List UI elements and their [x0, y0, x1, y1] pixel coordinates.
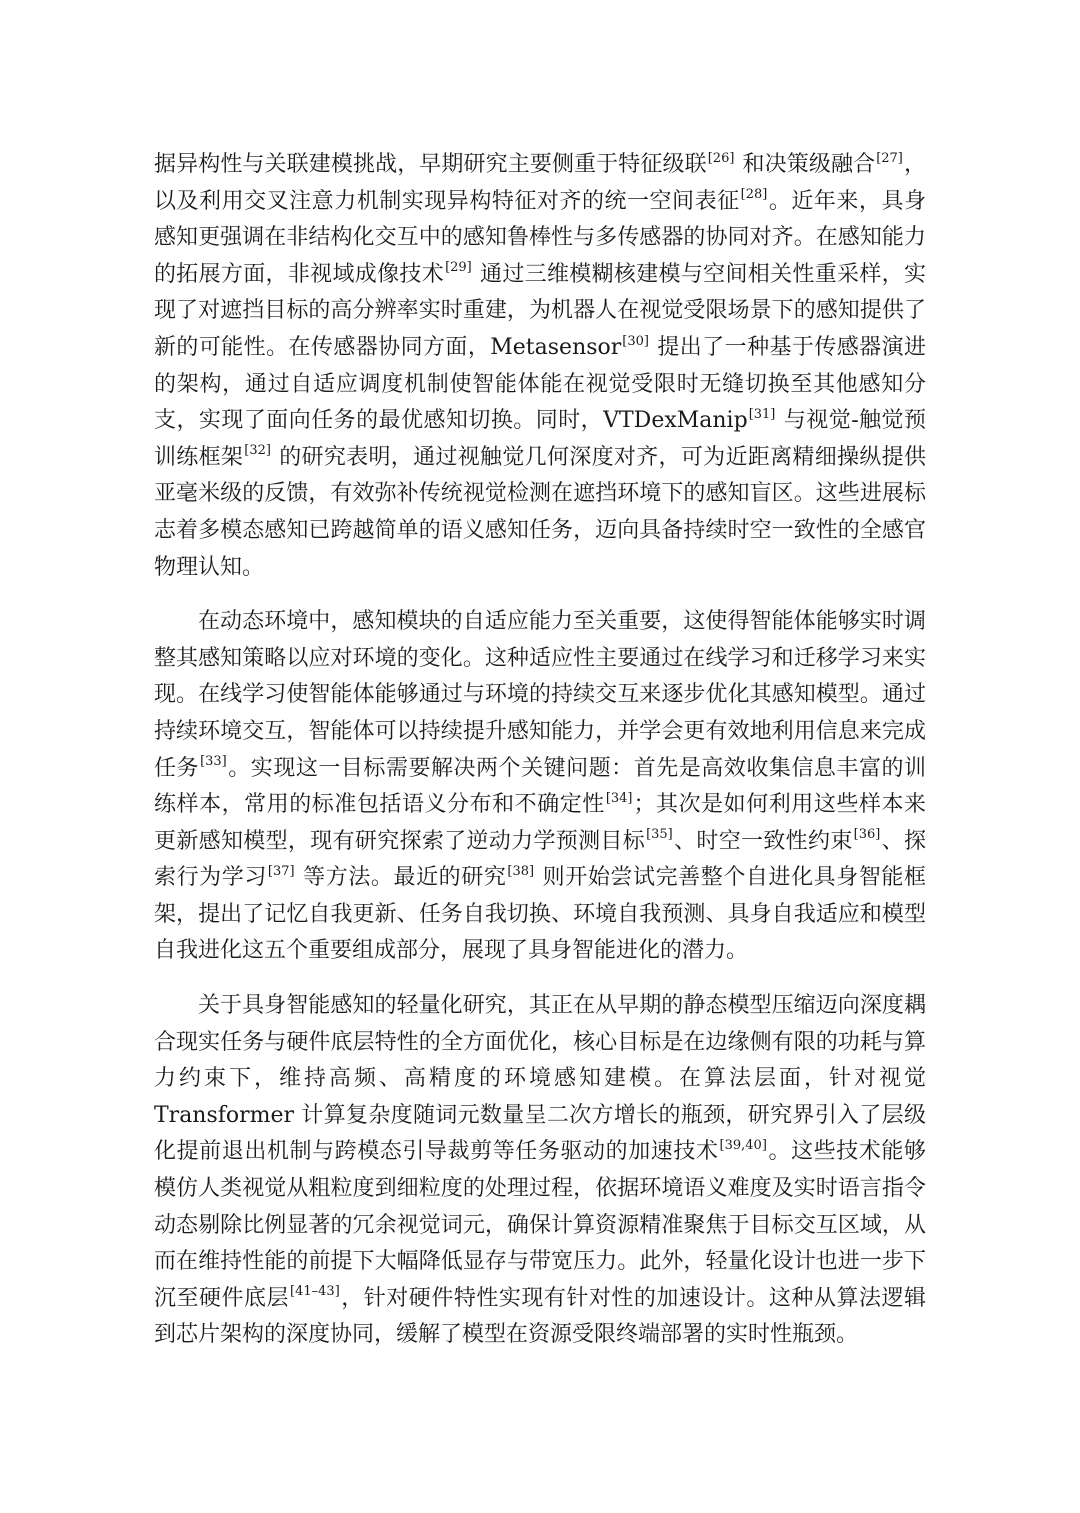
text-segment: 的研究表明，通过视触觉几何深度对齐，可为近距离精细操纵提供亚毫米级的反馈，有效弥补传统视觉检测在遮挡环境下的感知盲区。这些进展标志着多模态感知已跨越简单的语义感知任务，迈向具备持续时空一致性的全感官物理认知。 — [154, 444, 926, 580]
citation-reference[interactable]: [32] — [244, 443, 271, 459]
text-segment: 提出了一种基于传感器演进的架构，通过自适应调度机制使智能体能在视觉受限时无缝切换至其他感知分支，实现了面向任务的最优感知切换。同时，VTDexManip — [154, 334, 926, 434]
text-segment: 在动态环境中，感知模块的自适应能力至关重要，这使得智能体能够实时调整其感知策略以应对环境的变化。这种适应性主要通过在线学习和迁移学习来实现。在线学习使智能体能够通过与环境的持续交互来逐步优化其感知模型。通过持续环境交互，智能体可以持续提升感知能力，并学会更有效地利用信息来完成任务 — [154, 609, 926, 781]
citation-reference[interactable]: [37] — [267, 863, 295, 879]
text-segment: 与视觉-触觉预训练框架 — [154, 408, 926, 470]
paragraph-2 — [154, 604, 926, 970]
citation-reference[interactable]: [36] — [853, 827, 881, 843]
text-segment: 。实现这一目标需要解决两个关键问题：首先是高效收集信息丰富的训练样本，常用的标准包括语义分布和不确定性 — [154, 755, 926, 818]
citation-reference[interactable]: [35] — [646, 827, 673, 843]
text-segment: 据异构性与关联建模挑战，早期研究主要侧重于特征级联 — [154, 152, 707, 177]
citation-reference[interactable]: [34] — [605, 790, 633, 806]
text-segment: 、探索行为学习 — [154, 828, 926, 891]
citation-reference[interactable]: [26] — [707, 150, 735, 166]
text-segment: ；其次是如何利用这些样本来更新感知模型，现有研究探索了逆动力学预测目标 — [154, 792, 926, 854]
text-segment: ，以及利用交叉注意力机制实现异构特征对齐的统一空间表征 — [154, 152, 926, 214]
text-segment: 。这些技术能够模仿人类视觉从粗粒度到细粒度的处理过程，依据环境语义难度及实时语言指令动态剔除比例显著的冗余视觉词元，确保计算资源精准聚焦于目标交互区域，从而在维持性能的前提下大幅降低显存与带宽压力。此外，轻量化设计也进一步下沉至硬件底层 — [154, 1139, 926, 1311]
text-segment: 则开始尝试完善整个自进化具身智能框架，提出了记忆自我更新、任务自我切换、环境自我预测、具身自我适应和模型自我进化这五个重要组成部分，展现了具身智能进化的潜力。 — [154, 865, 926, 964]
citation-reference[interactable]: [27] — [876, 150, 903, 166]
text-segment: 等方法。最近的研究 — [295, 865, 507, 891]
text-segment: 和决策级融合 — [735, 152, 876, 177]
citation-reference[interactable]: [39,40] — [719, 1138, 767, 1154]
text-segment: 、时空一致性约束 — [673, 828, 853, 854]
text-segment: 。近年来，具身感知更强调在非结构化交互中的感知鲁棒性与多传感器的协同对齐。在感知能力的拓展方面，非视域成像技术 — [154, 188, 926, 287]
text-segment: 关于具身智能感知的轻量化研究，其正在从早期的静态模型压缩迈向深度耦合现实任务与硬件底层特性的全方面优化，核心目标是在边缘侧有限的功耗与算力约束下，维持高频、高精度的环境感知建模。在算法层面，针对视觉 Transformer 计算复杂度随词元数量呈二次方增长的瓶颈，研究界引入了层级化提前退出机制与跨模态引导裁剪等任务驱动的加速技术 — [154, 993, 926, 1165]
citation-reference[interactable]: [33] — [200, 754, 227, 770]
text-segment: ，针对硬件特性实现有针对性的加速设计。这种从算法逻辑到芯片架构的深度协同，缓解了模型在资源受限终端部署的实时性瓶颈。 — [154, 1285, 926, 1348]
citation-reference[interactable]: [28] — [740, 187, 768, 203]
citation-reference[interactable]: [31] — [748, 406, 776, 422]
document-body — [154, 147, 926, 1372]
text-segment: 通过三维模糊核建模与空间相关性重采样，实现了对遮挡目标的高分辨率实时重建，为机器人在视觉受限场景下的感知提供了新的可能性。在传感器协同方面，Metasensor — [154, 261, 926, 360]
citation-reference[interactable]: [41–43] — [290, 1284, 340, 1300]
citation-reference[interactable]: [38] — [507, 863, 535, 879]
citation-reference[interactable]: [29] — [445, 260, 472, 276]
citation-reference[interactable]: [30] — [622, 333, 649, 349]
paragraph-3 — [154, 988, 926, 1354]
paragraph-1 — [154, 147, 926, 586]
